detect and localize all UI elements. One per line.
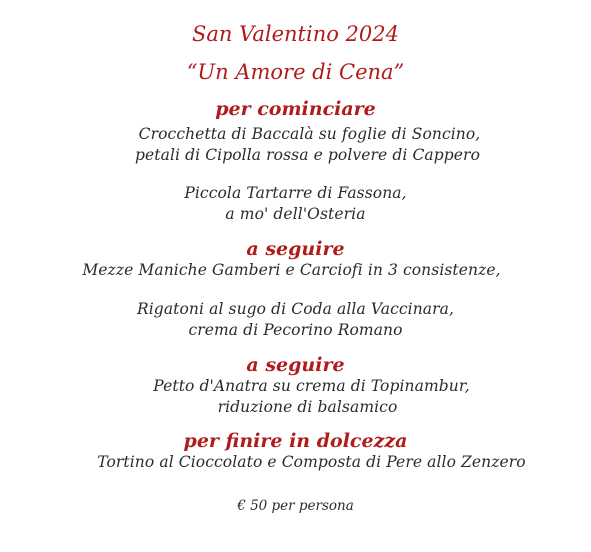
course-heading-second: a seguire bbox=[246, 354, 345, 376]
dish-line: Petto d'Anatra su crema di Topinambur, bbox=[153, 377, 470, 395]
price-label: € 50 per persona bbox=[237, 498, 354, 514]
dish-line: riduzione di balsamico bbox=[217, 398, 398, 416]
course-heading-mains: a seguire bbox=[246, 238, 345, 260]
course-heading-dessert: per finire in dolcezza bbox=[183, 430, 408, 452]
dish-line: Piccola Tartarre di Fassona, bbox=[184, 184, 407, 202]
menu-subtitle: “Un Amore di Cena” bbox=[186, 60, 405, 84]
dish-line: Rigatoni al sugo di Coda alla Vaccinara, bbox=[136, 300, 454, 318]
dish-line: Mezze Maniche Gamberi e Carciofi in 3 consistenze, bbox=[82, 261, 501, 279]
dish-line: petali di Cipolla rossa e polvere di Cappero bbox=[135, 146, 480, 164]
course-heading-starters: per cominciare bbox=[215, 98, 376, 120]
dish-line: Tortino al Cioccolato e Composta di Pere allo Zenzero bbox=[97, 453, 526, 471]
dish-line: crema di Pecorino Romano bbox=[188, 321, 403, 339]
menu-title: San Valentino 2024 bbox=[192, 22, 399, 46]
dish-line: a mo' dell'Osteria bbox=[225, 205, 366, 223]
dish-line: Crocchetta di Baccalà su foglie di Soncino, bbox=[138, 125, 481, 143]
